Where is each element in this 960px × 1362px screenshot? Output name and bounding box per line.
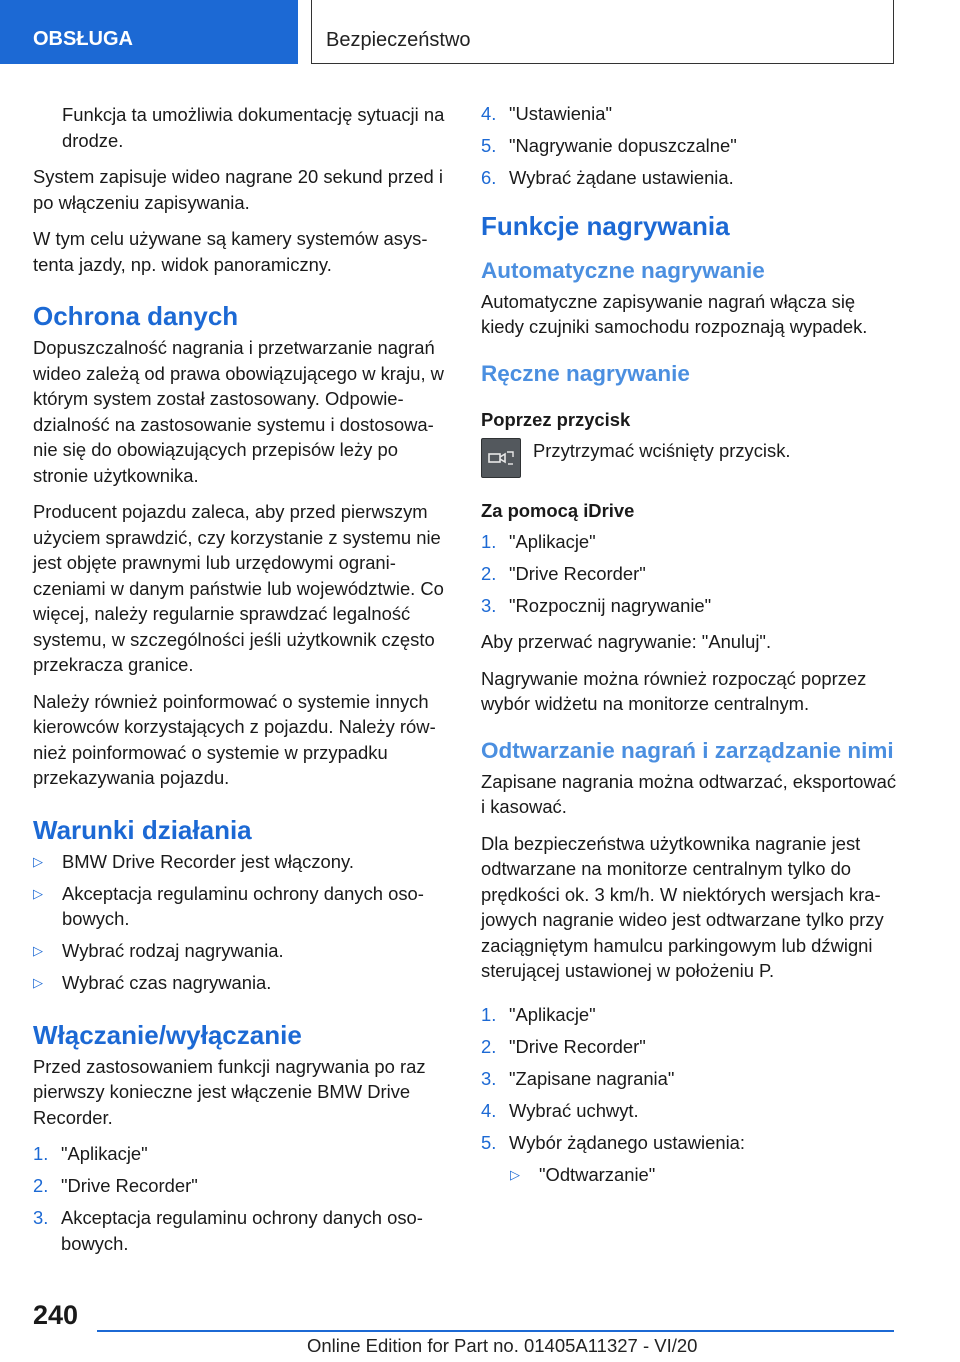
- list-item: 6. Wybrać żądane ustawienia.: [481, 167, 734, 188]
- conditions-list: [33, 849, 451, 996]
- left-column: [33, 102, 451, 1267]
- button-instruction: [481, 438, 899, 478]
- list-item: 2. "Drive Recorder": [481, 1035, 646, 1057]
- intro-paragraph: W tym celu używane są kamery systemów asystenta jazdy, np. widok panoramiczny.: [33, 228, 428, 275]
- triangle-bullet-icon: ▷: [33, 885, 43, 901]
- list-item: 5. "Nagrywanie dopuszczalne": [481, 135, 737, 156]
- list-item: 5. Wybór żądanego ustawienia:: [481, 1131, 745, 1153]
- triangle-bullet-icon: ▷: [33, 853, 43, 869]
- subheading-manual: Ręczne nagrywanie: [481, 360, 690, 386]
- right-column: [481, 101, 899, 1198]
- onoff-steps: [33, 1141, 451, 1256]
- list-item: 1. "Aplikacje": [481, 1003, 596, 1025]
- list-item: ▷ "Odtwarzanie": [481, 1162, 899, 1188]
- list-item: 3. Akceptacja regulaminu ochrony danych osobowych.: [33, 1207, 423, 1254]
- playback-steps: [481, 1002, 899, 1188]
- triangle-bullet-icon: ▷: [510, 1166, 520, 1182]
- playback-paragraph: Zapisane nagrania można odtwarzać, eksportować i kasować.: [481, 770, 897, 817]
- section-heading-conditions: Warunki działania: [33, 814, 252, 845]
- list-item: 1. "Aplikacje": [481, 530, 596, 552]
- list-item: 2. "Drive Recorder": [481, 562, 646, 584]
- cancel-paragraph: Aby przerwać nagrywanie: "Anuluj".: [481, 631, 772, 652]
- button-instruction-text: Przytrzymać wciśnięty przycisk.: [533, 439, 791, 461]
- triangle-bullet-icon: ▷: [33, 943, 43, 958]
- onoff-steps-continued: [481, 101, 899, 191]
- drive-recorder-button-icon: [481, 438, 521, 478]
- list-item: 3. "Rozpocznij nagrywanie": [481, 594, 712, 616]
- triangle-bullet-icon: ▷: [33, 975, 43, 990]
- list-item: ▷ Wybrać rodzaj nagrywania.: [33, 938, 451, 964]
- list-item: 1. "Aplikacje": [33, 1143, 148, 1164]
- section-heading-onoff: Włączanie/wyłączanie: [33, 1019, 302, 1050]
- breadcrumb: Bezpieczeństwo: [311, 0, 894, 64]
- list-item: 4. Wybrać uchwyt.: [481, 1099, 639, 1121]
- list-item: 4. "Ustawienia": [481, 103, 613, 124]
- widget-paragraph: Nagrywanie można również rozpocząć poprzez wybór widżetu na monitorze centralnym.: [481, 667, 867, 714]
- idrive-steps: [481, 529, 899, 619]
- privacy-paragraph: Producent pojazdu zaleca, aby przed pierwszym użyciem sprawdzić, czy korzystanie z systemu nie jest objęte prawnymi lub urzędowymi ograniczeniami w danym państwie lub województwie. Co więcej, należy regularnie sprawdzać legalność systemu, w szczególności jeśli użytkownik często przekracza granice.: [33, 501, 444, 675]
- auto-paragraph: Automatyczne zapisywanie nagrań włącza się kiedy czujniki samochodu rozpoznają wypadek.: [481, 290, 868, 337]
- intro-paragraph: System zapisuje wideo nagrane 20 sekund przed i po włączeniu zapisywania.: [33, 166, 443, 213]
- footer-edition: Online Edition for Part no. 01405A11327 - VI/20: [307, 1335, 698, 1356]
- list-item: ▷ BMW Drive Recorder jest włączony.: [33, 849, 451, 875]
- section-heading-privacy: Ochrona danych: [33, 301, 239, 331]
- list-item: 3. "Zapisane nagrania": [481, 1067, 675, 1089]
- subheading-playback: Odtwarzanie nagrań i zarządzanie nimi: [481, 737, 894, 763]
- button-heading: Poprzez przycisk: [481, 408, 631, 430]
- onoff-paragraph: Przed zastosowaniem funkcji nagrywania po raz pierwszy konieczne jest włączenie BMW Drive Recorder.: [33, 1055, 426, 1128]
- list-item: ▷ Wybrać czas nagrywania.: [33, 970, 451, 996]
- list-item: 2. "Drive Recorder": [33, 1175, 198, 1196]
- section-heading-recording: Funkcje nagrywania: [481, 210, 730, 241]
- playback-paragraph: Dla bezpieczeństwa użytkownika nagranie jest odtwarzane na monitorze centralnym tylko do prędkości ok. 3 km/h. W niektórych wersjach krajowych nagranie wideo jest odtwarzane tylko przy zaciągniętym hamulcu parkingowym lub dźwigni sterującej ustawionej w położeniu P.: [481, 832, 884, 981]
- privacy-paragraph: Należy również poinformować o systemie innych kierowców korzystających z pojazdu. Należy również poinformować o systemie w przypadku przekazywania pojazdu.: [33, 690, 436, 788]
- idrive-heading: Za pomocą iDrive: [481, 499, 635, 521]
- section-tab[interactable]: OBSŁUGA: [0, 0, 298, 64]
- footer-divider: [97, 1330, 894, 1332]
- subheading-auto: Automatyczne nagrywanie: [481, 257, 765, 283]
- list-item: ▷ Akceptacja regulaminu ochrony danych osobowych.: [33, 881, 451, 932]
- privacy-paragraph: Dopuszczalność nagrania i przetwarzanie nagrań wideo zależą od prawa obowiązującego w kraju, w którym system został zastosowany. Odpowiedzialność na zastosowanie systemu i dostosowanie się do obowiązujących przepisów leży po stronie użytkownika.: [33, 337, 444, 486]
- page-number: 240: [33, 1300, 79, 1330]
- intro-indented-text: Funkcja ta umożliwia dokumentację sytuacji na drodze.: [62, 104, 445, 151]
